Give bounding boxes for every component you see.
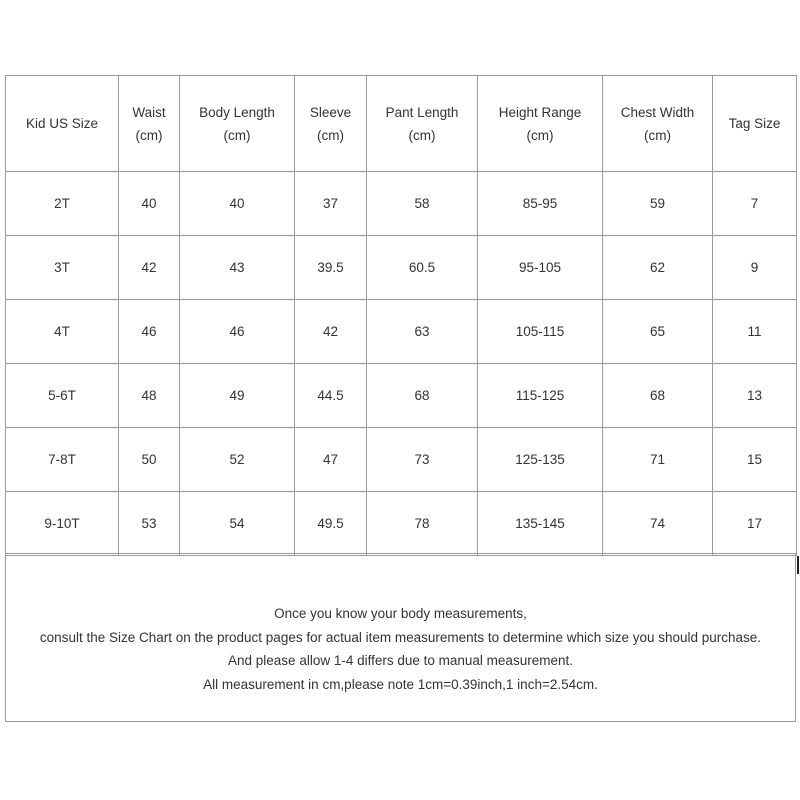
cell-pant-length: 63	[367, 300, 478, 364]
table-row	[6, 364, 797, 428]
header-height-range: Height Range (cm)	[478, 76, 603, 172]
cell-body-length: 40	[180, 172, 295, 236]
cell-tag-size: 13	[713, 364, 797, 428]
table-row	[6, 428, 797, 492]
table-row	[6, 492, 797, 556]
header-row	[6, 76, 797, 172]
note-line: And please allow 1-4 differs due to manual measurement.	[228, 653, 573, 668]
cell-sleeve: 42	[295, 300, 367, 364]
cell-tag-size: 17	[713, 492, 797, 556]
cell-pant-length: 58	[367, 172, 478, 236]
cell-body-length: 43	[180, 236, 295, 300]
cell-chest-width: 65	[603, 300, 713, 364]
cell-size: 9-10T	[6, 492, 119, 556]
cell-chest-width: 68	[603, 364, 713, 428]
cell-chest-width: 62	[603, 236, 713, 300]
cell-waist: 42	[119, 236, 180, 300]
cell-chest-width: 71	[603, 428, 713, 492]
cell-size: 7-8T	[6, 428, 119, 492]
header-body-length: Body Length (cm)	[180, 76, 295, 172]
cell-body-length: 49	[180, 364, 295, 428]
table-row	[6, 236, 797, 300]
table-row	[6, 172, 797, 236]
cell-tag-size: 7	[713, 172, 797, 236]
measurement-note-text	[6, 602, 795, 696]
note-line: consult the Size Chart on the product pages for actual item measurements to determine which size you should purchase.	[39, 629, 762, 645]
cell-tag-size: 9	[713, 236, 797, 300]
header-kid-us-size: Kid US Size	[6, 76, 119, 172]
size-chart-table	[5, 75, 797, 556]
measurement-note-box	[5, 553, 796, 722]
cell-sleeve: 37	[295, 172, 367, 236]
header-pant-length: Pant Length (cm)	[367, 76, 478, 172]
cell-pant-length: 60.5	[367, 236, 478, 300]
cell-height-range: 115-125	[478, 364, 603, 428]
header-tag-size: Tag Size	[713, 76, 797, 172]
table-row	[6, 300, 797, 364]
note-line: All measurement in cm,please note 1cm=0.39inch,1 inch=2.54cm.	[203, 676, 598, 692]
cell-height-range: 85-95	[478, 172, 603, 236]
cell-waist: 46	[119, 300, 180, 364]
cell-sleeve: 44.5	[295, 364, 367, 428]
cell-height-range: 135-145	[478, 492, 603, 556]
cell-pant-length: 78	[367, 492, 478, 556]
cell-tag-size: 15	[713, 428, 797, 492]
cell-size: 2T	[6, 172, 119, 236]
cell-sleeve: 49.5	[295, 492, 367, 556]
cell-size: 4T	[6, 300, 119, 364]
cell-chest-width: 59	[603, 172, 713, 236]
cell-sleeve: 47	[295, 428, 367, 492]
header-waist: Waist (cm)	[119, 76, 180, 172]
cell-waist: 53	[119, 492, 180, 556]
cell-height-range: 95-105	[478, 236, 603, 300]
cell-waist: 50	[119, 428, 180, 492]
cell-chest-width: 74	[603, 492, 713, 556]
cell-size: 5-6T	[6, 364, 119, 428]
cell-body-length: 46	[180, 300, 295, 364]
text-cursor-mark	[797, 556, 799, 574]
cell-body-length: 52	[180, 428, 295, 492]
cell-height-range: 105-115	[478, 300, 603, 364]
cell-body-length: 54	[180, 492, 295, 556]
cell-tag-size: 11	[713, 300, 797, 364]
header-chest-width: Chest Width (cm)	[603, 76, 713, 172]
cell-sleeve: 39.5	[295, 236, 367, 300]
cell-height-range: 125-135	[478, 428, 603, 492]
cell-waist: 48	[119, 364, 180, 428]
cell-pant-length: 73	[367, 428, 478, 492]
note-line: Once you know your body measurements,	[274, 606, 527, 621]
cell-waist: 40	[119, 172, 180, 236]
cell-pant-length: 68	[367, 364, 478, 428]
header-sleeve: Sleeve (cm)	[295, 76, 367, 172]
cell-size: 3T	[6, 236, 119, 300]
